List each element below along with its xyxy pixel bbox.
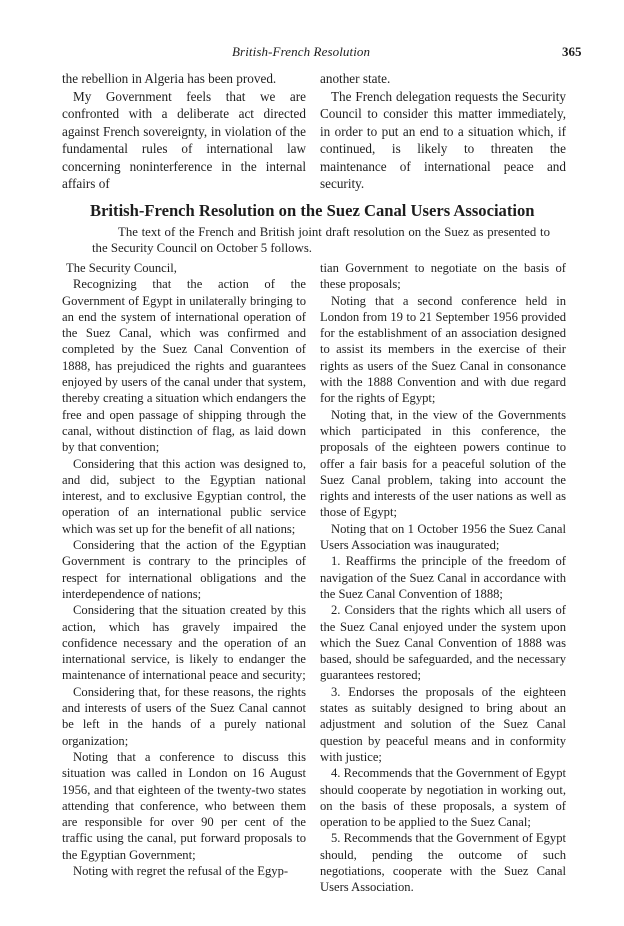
section-intro: The text of the French and British joint draft resolution on the Suez as presented to the Security Council on October 5 follows. <box>92 225 550 255</box>
paragraph: tian Government to negotiate on the basis of these proposals; <box>320 261 566 292</box>
paragraph: Considering that the situation created by this action, which has gravely impaired the confidence necessary and the operation of an international service, is likely to endanger the maintenance of international peace and security; <box>62 603 306 683</box>
paragraph: the rebellion in Algeria has been proved. <box>62 71 277 86</box>
paragraph: Noting that, in the view of the Governments which participated in this conference, the proposals of the eighteen powers continue to offer a fair basis for a peaceful solution of the Suez Canal problem, taking into account the rights and interests of the user nations as well as those of Egypt; <box>320 407 566 520</box>
paragraph: Noting that a conference to discuss this situation was called in London on 16 August 1956, and that eighteen of the twenty-two states attending that conference, who between them are responsible for over 90 per cent of the traffic using the canal, put forward proposals to the Egyptian Government; <box>62 749 306 862</box>
body-left-column <box>62 260 306 879</box>
paragraph: Considering that the action of the Egyptian Government is contrary to the principles of respect for international obligations and the interdependence of nations; <box>62 538 306 601</box>
paragraph: 2. Considers that the rights which all users of the Suez Canal enjoyed under the system upon which the Suez Canal Convention of 1888 was based, should be safeguarded, and the necessary guarantees restored; <box>320 603 566 683</box>
paragraph: 3. Endorses the proposals of the eighteen states as suitably designed to bring about an adjustment and solution of the Suez Canal question by peaceful means and in conformity with justice; <box>320 684 566 764</box>
page-number: 365 <box>562 44 582 59</box>
top-left-column <box>62 70 306 193</box>
paragraph: Considering that this action was designed to, and did, subject to the Egyptian national interest, and to exclusive Egyptian control, the operation of an international public service which was set up for the benefit of all nations; <box>62 456 306 536</box>
paragraph: Recognizing that the action of the Government of Egypt in unilaterally bringing to an end the system of international operation of the Suez Canal, which was confirmed and completed by the Suez Canal Convention of 1888, has prejudiced the rights and guarantees enjoyed by users of the canal under that system, thereby creating a situation which endangers the free and open passage of shipping through the canal, without distinction of flag, as laid down by that convention; <box>62 277 306 455</box>
paragraph: 4. Recommends that the Government of Egypt should cooperate by negotiation in working out, on the basis of these proposals, a system of operation to be applied to the Suez Canal; <box>320 766 566 830</box>
paragraph: Noting that on 1 October 1956 the Suez Canal Users Association was inaugurated; <box>320 521 566 553</box>
paragraph: My Government feels that we are confronted with a deliberate act directed against French sovereignty, in violation of the fundamental rules of international law concerning noninterference in the internal affairs of <box>62 88 306 191</box>
paragraph: Noting with regret the refusal of the Egyp- <box>73 863 289 878</box>
body-right-column <box>320 260 566 896</box>
paragraph: 1. Reaffirms the principle of the freedom of navigation of the Suez Canal in accordance with the Suez Canal Convention of 1888; <box>320 554 566 601</box>
section-title: British-French Resolution on the Suez Canal Users Association <box>90 201 535 220</box>
paragraph: 5. Recommends that the Government of Egypt should, pending the outcome of such negotiations, cooperate with the Suez Canal Users Association. <box>320 831 566 895</box>
paragraph: The French delegation requests the Security Council to consider this matter immediately, in order to put an end to a situation which, if continued, is likely to threaten the maintenance of international peace and security. <box>320 88 566 191</box>
top-right-column <box>320 70 566 193</box>
paragraph: Considering that, for these reasons, the rights and interests of users of the Suez Canal cannot be left in the hands of a purely national organization; <box>62 684 306 748</box>
running-head: British-French Resolution <box>232 44 371 59</box>
paragraph: The Security Council, <box>66 261 177 275</box>
paragraph: Noting that a second conference held in London from 19 to 21 September 1956 provided for the establishment of an association designed to assist its members in the exercise of their rights as users of the Suez Canal in consonance with the 1888 Convention and with due regard for the rights of Egypt; <box>320 293 566 406</box>
paragraph: another state. <box>320 71 391 86</box>
